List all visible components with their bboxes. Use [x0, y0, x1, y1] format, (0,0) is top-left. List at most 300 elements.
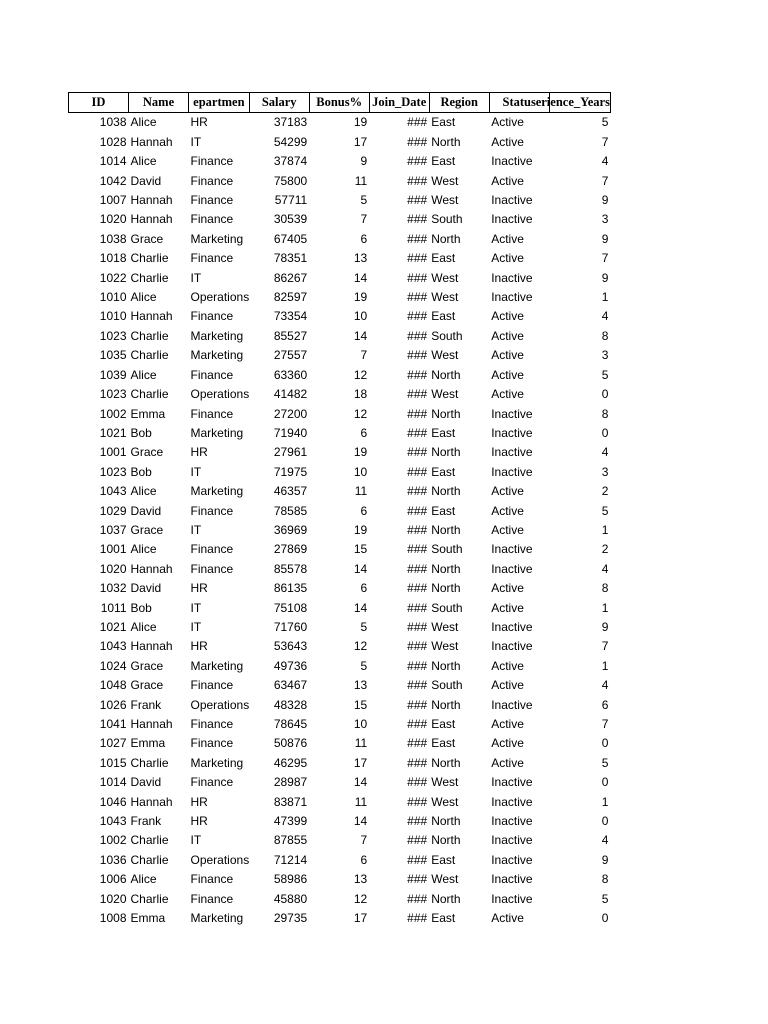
cell-status[interactable]: Inactive: [491, 639, 533, 654]
cell-id[interactable]: 1043: [99, 814, 127, 829]
cell-status[interactable]: Inactive: [491, 464, 533, 479]
cell-salary[interactable]: 63360: [273, 367, 308, 382]
cell-bonus[interactable]: 19: [353, 290, 368, 305]
cell-name[interactable]: Hannah: [130, 212, 173, 227]
cell-salary[interactable]: 54299: [273, 134, 308, 149]
cell-name[interactable]: Hannah: [130, 561, 173, 576]
cell-id[interactable]: 1039: [99, 367, 127, 382]
cell-experience-years[interactable]: 8: [601, 328, 609, 343]
cell-region[interactable]: West: [431, 872, 459, 887]
cell-region[interactable]: East: [431, 717, 456, 731]
cell-id[interactable]: 1007: [99, 193, 127, 208]
cell-name[interactable]: Charlie: [130, 348, 169, 363]
cell-join-date[interactable]: ###: [407, 387, 428, 402]
cell-bonus[interactable]: 19: [353, 115, 368, 130]
cell-bonus[interactable]: 11: [354, 173, 368, 188]
cell-join-date[interactable]: ###: [407, 348, 428, 363]
cell-salary[interactable]: 78645: [273, 717, 308, 731]
cell-status[interactable]: Active: [491, 678, 524, 693]
cell-join-date[interactable]: ###: [407, 154, 428, 169]
cell-bonus[interactable]: 15: [353, 542, 368, 557]
cell-department[interactable]: Marketing: [190, 348, 244, 363]
cell-status[interactable]: Inactive: [491, 891, 533, 906]
cell-experience-years[interactable]: 4: [601, 445, 609, 460]
cell-status[interactable]: Inactive: [491, 872, 533, 887]
cell-name[interactable]: Grace: [130, 678, 164, 693]
cell-department[interactable]: Finance: [190, 367, 234, 382]
cell-experience-years[interactable]: 5: [601, 503, 609, 518]
cell-id[interactable]: 1023: [99, 328, 127, 343]
cell-status[interactable]: Active: [491, 736, 524, 751]
cell-name[interactable]: David: [130, 581, 162, 596]
cell-join-date[interactable]: ###: [407, 833, 428, 848]
cell-experience-years[interactable]: 1: [601, 522, 609, 537]
cell-salary[interactable]: 27557: [273, 348, 308, 363]
cell-join-date[interactable]: ###: [407, 212, 428, 227]
cell-region[interactable]: South: [431, 600, 463, 615]
cell-department[interactable]: Marketing: [190, 911, 244, 926]
cell-status[interactable]: Active: [491, 717, 524, 731]
cell-id[interactable]: 1001: [99, 542, 127, 557]
cell-salary[interactable]: 28987: [273, 775, 308, 790]
cell-experience-years[interactable]: 4: [601, 678, 609, 693]
cell-name[interactable]: Hannah: [130, 134, 173, 149]
cell-salary[interactable]: 78585: [273, 503, 308, 518]
cell-status[interactable]: Inactive: [491, 270, 533, 285]
cell-bonus[interactable]: 10: [353, 464, 368, 479]
cell-region[interactable]: North: [431, 134, 461, 149]
cell-join-date[interactable]: ###: [407, 619, 428, 634]
header-cell-id[interactable]: ID: [69, 93, 129, 113]
cell-department[interactable]: Finance: [190, 173, 234, 188]
cell-status[interactable]: Inactive: [491, 852, 533, 867]
cell-status[interactable]: Active: [491, 658, 524, 673]
cell-experience-years[interactable]: 0: [601, 387, 609, 402]
header-cell-experience-years[interactable]: erience_Years: [549, 93, 610, 113]
cell-name[interactable]: Hannah: [130, 794, 173, 809]
cell-join-date[interactable]: ###: [407, 193, 428, 208]
cell-experience-years[interactable]: 5: [601, 755, 609, 770]
cell-department[interactable]: HR: [190, 794, 208, 809]
cell-region[interactable]: West: [431, 270, 459, 285]
cell-id[interactable]: 1018: [99, 251, 127, 266]
header-cell-salary[interactable]: Salary: [249, 93, 309, 113]
cell-join-date[interactable]: ###: [407, 697, 428, 712]
cell-department[interactable]: Finance: [190, 717, 234, 731]
cell-id[interactable]: 1011: [100, 600, 127, 615]
cell-id[interactable]: 1048: [99, 678, 127, 693]
cell-salary[interactable]: 75800: [273, 173, 308, 188]
cell-region[interactable]: West: [431, 639, 459, 654]
cell-region[interactable]: North: [431, 658, 461, 673]
header-cell-region[interactable]: Region: [429, 93, 489, 113]
cell-name[interactable]: Bob: [130, 464, 152, 479]
cell-region[interactable]: East: [431, 115, 456, 130]
cell-experience-years[interactable]: 8: [601, 872, 609, 887]
cell-status[interactable]: Inactive: [491, 425, 533, 440]
cell-id[interactable]: 1046: [99, 794, 127, 809]
cell-join-date[interactable]: ###: [407, 639, 428, 654]
cell-join-date[interactable]: ###: [407, 658, 428, 673]
cell-name[interactable]: Bob: [130, 600, 152, 615]
cell-id[interactable]: 1027: [99, 736, 127, 751]
cell-region[interactable]: East: [431, 425, 456, 440]
cell-region[interactable]: North: [431, 561, 461, 576]
cell-department[interactable]: HR: [190, 115, 208, 130]
cell-bonus[interactable]: 11: [354, 736, 368, 751]
cell-salary[interactable]: 82597: [273, 290, 308, 305]
cell-id[interactable]: 1042: [99, 173, 127, 188]
cell-bonus[interactable]: 11: [354, 794, 368, 809]
cell-region[interactable]: South: [431, 328, 463, 343]
cell-department[interactable]: Operations: [190, 697, 250, 712]
cell-status[interactable]: Inactive: [491, 561, 533, 576]
cell-status[interactable]: Inactive: [491, 193, 533, 208]
cell-region[interactable]: East: [431, 309, 456, 324]
cell-bonus[interactable]: 7: [360, 348, 368, 363]
cell-region[interactable]: South: [431, 678, 463, 693]
cell-experience-years[interactable]: 2: [601, 484, 609, 499]
cell-id[interactable]: 1002: [99, 406, 127, 421]
cell-department[interactable]: Finance: [190, 251, 234, 266]
cell-name[interactable]: Grace: [130, 658, 164, 673]
cell-status[interactable]: Inactive: [491, 775, 533, 790]
cell-experience-years[interactable]: 1: [601, 600, 609, 615]
cell-status[interactable]: Active: [491, 348, 524, 363]
cell-department[interactable]: Finance: [190, 872, 234, 887]
cell-id[interactable]: 1014: [99, 775, 127, 790]
cell-salary[interactable]: 57711: [274, 193, 308, 208]
cell-name[interactable]: Charlie: [130, 328, 169, 343]
cell-id[interactable]: 1038: [99, 231, 127, 246]
cell-bonus[interactable]: 6: [360, 425, 368, 440]
cell-join-date[interactable]: ###: [407, 891, 428, 906]
cell-region[interactable]: West: [431, 290, 459, 305]
cell-name[interactable]: Emma: [130, 406, 166, 421]
cell-bonus[interactable]: 17: [353, 134, 368, 149]
cell-experience-years[interactable]: 4: [601, 833, 609, 848]
cell-join-date[interactable]: ###: [407, 581, 428, 596]
cell-region[interactable]: North: [431, 367, 461, 382]
cell-experience-years[interactable]: 0: [601, 736, 609, 751]
cell-status[interactable]: Inactive: [491, 154, 533, 169]
cell-id[interactable]: 1023: [99, 464, 127, 479]
cell-department[interactable]: Operations: [190, 852, 250, 867]
cell-bonus[interactable]: 14: [353, 600, 368, 615]
cell-name[interactable]: Alice: [130, 367, 157, 382]
cell-status[interactable]: Active: [491, 231, 524, 246]
cell-salary[interactable]: 50876: [273, 736, 308, 751]
cell-salary[interactable]: 29735: [273, 911, 308, 926]
cell-bonus[interactable]: 10: [353, 717, 368, 731]
cell-name[interactable]: Alice: [130, 872, 157, 887]
cell-join-date[interactable]: ###: [407, 328, 428, 343]
cell-join-date[interactable]: ###: [407, 872, 428, 887]
cell-name[interactable]: David: [130, 503, 162, 518]
cell-join-date[interactable]: ###: [407, 775, 428, 790]
cell-name[interactable]: Charlie: [130, 387, 169, 402]
cell-id[interactable]: 1015: [99, 755, 127, 770]
cell-experience-years[interactable]: 9: [601, 619, 609, 634]
cell-bonus[interactable]: 13: [353, 872, 368, 887]
cell-status[interactable]: Inactive: [491, 794, 533, 809]
cell-experience-years[interactable]: 1: [601, 794, 609, 809]
cell-status[interactable]: Active: [491, 387, 524, 402]
cell-salary[interactable]: 58986: [273, 872, 308, 887]
cell-name[interactable]: Alice: [130, 542, 157, 557]
cell-region[interactable]: West: [431, 794, 459, 809]
cell-status[interactable]: Active: [491, 522, 524, 537]
cell-status[interactable]: Active: [491, 251, 524, 266]
cell-status[interactable]: Active: [491, 581, 524, 596]
cell-region[interactable]: North: [431, 522, 461, 537]
cell-join-date[interactable]: ###: [407, 173, 428, 188]
cell-id[interactable]: 1001: [99, 445, 127, 460]
cell-region[interactable]: South: [431, 212, 463, 227]
cell-experience-years[interactable]: 8: [601, 581, 609, 596]
cell-bonus[interactable]: 19: [353, 445, 368, 460]
cell-id[interactable]: 1043: [99, 639, 127, 654]
cell-salary[interactable]: 71975: [273, 464, 308, 479]
cell-salary[interactable]: 67405: [273, 231, 308, 246]
cell-status[interactable]: Active: [491, 484, 524, 499]
cell-department[interactable]: HR: [190, 639, 208, 654]
cell-bonus[interactable]: 18: [353, 387, 368, 402]
cell-salary[interactable]: 87855: [273, 833, 308, 848]
cell-status[interactable]: Active: [491, 503, 524, 518]
cell-id[interactable]: 1022: [99, 270, 127, 285]
cell-region[interactable]: East: [431, 736, 456, 751]
cell-department[interactable]: Finance: [190, 736, 234, 751]
cell-name[interactable]: Charlie: [130, 270, 169, 285]
cell-status[interactable]: Inactive: [491, 814, 533, 829]
cell-status[interactable]: Inactive: [491, 542, 533, 557]
cell-department[interactable]: Operations: [190, 290, 250, 305]
cell-salary[interactable]: 46295: [273, 755, 308, 770]
cell-experience-years[interactable]: 0: [601, 911, 609, 926]
cell-department[interactable]: Finance: [190, 542, 234, 557]
cell-experience-years[interactable]: 7: [601, 251, 609, 266]
cell-name[interactable]: Hannah: [130, 309, 173, 324]
cell-id[interactable]: 1020: [99, 891, 127, 906]
cell-experience-years[interactable]: 3: [601, 464, 609, 479]
cell-id[interactable]: 1036: [99, 852, 127, 867]
cell-name[interactable]: Frank: [130, 814, 162, 829]
cell-name[interactable]: Bob: [130, 425, 152, 440]
cell-join-date[interactable]: ###: [407, 251, 428, 266]
cell-salary[interactable]: 85527: [273, 328, 308, 343]
cell-department[interactable]: Finance: [190, 561, 234, 576]
cell-salary[interactable]: 27869: [273, 542, 308, 557]
cell-salary[interactable]: 85578: [273, 561, 308, 576]
cell-department[interactable]: IT: [190, 464, 202, 479]
cell-salary[interactable]: 46357: [273, 484, 308, 499]
cell-experience-years[interactable]: 5: [601, 367, 609, 382]
cell-bonus[interactable]: 6: [360, 503, 368, 518]
cell-join-date[interactable]: ###: [407, 561, 428, 576]
cell-id[interactable]: 1021: [99, 619, 127, 634]
cell-status[interactable]: Inactive: [491, 445, 533, 460]
cell-id[interactable]: 1028: [99, 134, 127, 149]
cell-bonus[interactable]: 14: [353, 814, 368, 829]
cell-experience-years[interactable]: 7: [601, 173, 609, 188]
cell-region[interactable]: North: [431, 445, 461, 460]
cell-region[interactable]: East: [431, 852, 456, 867]
cell-status[interactable]: Inactive: [491, 697, 533, 712]
cell-experience-years[interactable]: 9: [601, 231, 609, 246]
cell-department[interactable]: Finance: [190, 503, 234, 518]
cell-name[interactable]: Alice: [130, 484, 157, 499]
cell-bonus[interactable]: 7: [360, 833, 368, 848]
cell-name[interactable]: Hannah: [130, 193, 173, 208]
cell-salary[interactable]: 71760: [273, 619, 308, 634]
cell-status[interactable]: Active: [491, 134, 524, 149]
cell-join-date[interactable]: ###: [407, 309, 428, 324]
cell-name[interactable]: Charlie: [130, 755, 169, 770]
cell-id[interactable]: 1026: [99, 697, 127, 712]
cell-bonus[interactable]: 14: [353, 775, 368, 790]
cell-join-date[interactable]: ###: [407, 794, 428, 809]
cell-department[interactable]: IT: [190, 619, 202, 634]
cell-experience-years[interactable]: 9: [601, 852, 609, 867]
cell-department[interactable]: HR: [190, 814, 208, 829]
cell-name[interactable]: Frank: [130, 697, 162, 712]
cell-bonus[interactable]: 6: [360, 231, 368, 246]
cell-name[interactable]: David: [130, 775, 162, 790]
cell-join-date[interactable]: ###: [407, 852, 428, 867]
cell-experience-years[interactable]: 7: [601, 134, 609, 149]
cell-salary[interactable]: 71940: [273, 425, 308, 440]
cell-name[interactable]: Grace: [130, 445, 164, 460]
cell-salary[interactable]: 75108: [273, 600, 308, 615]
cell-id[interactable]: 1008: [99, 911, 127, 926]
cell-bonus[interactable]: 10: [353, 309, 368, 324]
cell-department[interactable]: Finance: [190, 212, 234, 227]
cell-experience-years[interactable]: 8: [601, 406, 609, 421]
cell-department[interactable]: Finance: [190, 309, 234, 324]
cell-salary[interactable]: 47399: [273, 814, 308, 829]
cell-salary[interactable]: 73354: [273, 309, 308, 324]
cell-region[interactable]: East: [431, 503, 456, 518]
cell-region[interactable]: West: [431, 387, 459, 402]
cell-bonus[interactable]: 17: [353, 755, 368, 770]
cell-status[interactable]: Inactive: [491, 833, 533, 848]
cell-id[interactable]: 1041: [99, 717, 127, 731]
cell-id[interactable]: 1010: [99, 290, 127, 305]
cell-status[interactable]: Active: [491, 115, 524, 130]
cell-region[interactable]: South: [431, 542, 463, 557]
cell-id[interactable]: 1020: [99, 212, 127, 227]
cell-join-date[interactable]: ###: [407, 406, 428, 421]
cell-id[interactable]: 1010: [99, 309, 127, 324]
cell-region[interactable]: North: [431, 755, 461, 770]
cell-salary[interactable]: 86135: [273, 581, 308, 596]
cell-status[interactable]: Inactive: [491, 406, 533, 421]
cell-experience-years[interactable]: 0: [601, 775, 609, 790]
cell-department[interactable]: HR: [190, 445, 208, 460]
cell-bonus[interactable]: 9: [360, 154, 368, 169]
cell-salary[interactable]: 63467: [273, 678, 308, 693]
cell-department[interactable]: Marketing: [190, 658, 244, 673]
cell-bonus[interactable]: 14: [353, 270, 368, 285]
cell-region[interactable]: East: [431, 464, 456, 479]
cell-region[interactable]: North: [431, 231, 461, 246]
cell-department[interactable]: HR: [190, 581, 208, 596]
cell-region[interactable]: North: [431, 814, 461, 829]
cell-name[interactable]: David: [130, 173, 162, 188]
cell-experience-years[interactable]: 9: [601, 270, 609, 285]
cell-experience-years[interactable]: 7: [601, 717, 609, 731]
cell-experience-years[interactable]: 4: [601, 561, 609, 576]
cell-join-date[interactable]: ###: [407, 290, 428, 305]
cell-bonus[interactable]: 17: [353, 911, 368, 926]
cell-experience-years[interactable]: 0: [601, 814, 609, 829]
cell-salary[interactable]: 49736: [273, 658, 308, 673]
cell-id[interactable]: 1006: [99, 872, 127, 887]
cell-bonus[interactable]: 13: [353, 251, 368, 266]
cell-department[interactable]: Finance: [190, 678, 234, 693]
cell-status[interactable]: Active: [491, 367, 524, 382]
cell-region[interactable]: West: [431, 173, 459, 188]
cell-department[interactable]: IT: [190, 134, 202, 149]
cell-department[interactable]: IT: [190, 600, 202, 615]
cell-region[interactable]: West: [431, 775, 459, 790]
cell-status[interactable]: Active: [491, 328, 524, 343]
cell-region[interactable]: North: [431, 891, 461, 906]
cell-join-date[interactable]: ###: [407, 484, 428, 499]
cell-experience-years[interactable]: 3: [601, 212, 609, 227]
cell-join-date[interactable]: ###: [407, 115, 428, 130]
cell-department[interactable]: Operations: [190, 387, 250, 402]
cell-bonus[interactable]: 12: [353, 406, 368, 421]
cell-join-date[interactable]: ###: [407, 755, 428, 770]
cell-id[interactable]: 1021: [99, 425, 127, 440]
cell-region[interactable]: West: [431, 348, 459, 363]
cell-experience-years[interactable]: 0: [601, 425, 609, 440]
cell-region[interactable]: North: [431, 833, 461, 848]
cell-name[interactable]: Emma: [130, 736, 166, 751]
cell-region[interactable]: North: [431, 406, 461, 421]
cell-bonus[interactable]: 6: [360, 852, 368, 867]
cell-experience-years[interactable]: 4: [601, 154, 609, 169]
cell-region[interactable]: East: [431, 154, 456, 169]
cell-join-date[interactable]: ###: [407, 464, 428, 479]
header-cell-bonus[interactable]: Bonus%: [309, 93, 369, 113]
cell-department[interactable]: IT: [190, 270, 202, 285]
cell-join-date[interactable]: ###: [407, 367, 428, 382]
cell-id[interactable]: 1024: [99, 658, 127, 673]
cell-bonus[interactable]: 14: [353, 328, 368, 343]
cell-salary[interactable]: 78351: [273, 251, 308, 266]
cell-bonus[interactable]: 12: [353, 891, 368, 906]
cell-department[interactable]: Marketing: [190, 328, 244, 343]
cell-department[interactable]: Finance: [190, 775, 234, 790]
cell-experience-years[interactable]: 6: [601, 697, 609, 712]
cell-join-date[interactable]: ###: [407, 678, 428, 693]
cell-department[interactable]: Finance: [190, 154, 234, 169]
cell-name[interactable]: Hannah: [130, 717, 173, 731]
header-cell-status[interactable]: Status: [489, 93, 549, 113]
cell-join-date[interactable]: ###: [407, 503, 428, 518]
cell-experience-years[interactable]: 1: [601, 658, 609, 673]
header-cell-join-date[interactable]: Join_Date: [369, 93, 429, 113]
cell-salary[interactable]: 86267: [273, 270, 308, 285]
cell-bonus[interactable]: 11: [354, 484, 368, 499]
cell-salary[interactable]: 71214: [273, 852, 308, 867]
cell-experience-years[interactable]: 5: [601, 115, 609, 130]
cell-bonus[interactable]: 7: [360, 212, 368, 227]
cell-department[interactable]: Finance: [190, 406, 234, 421]
